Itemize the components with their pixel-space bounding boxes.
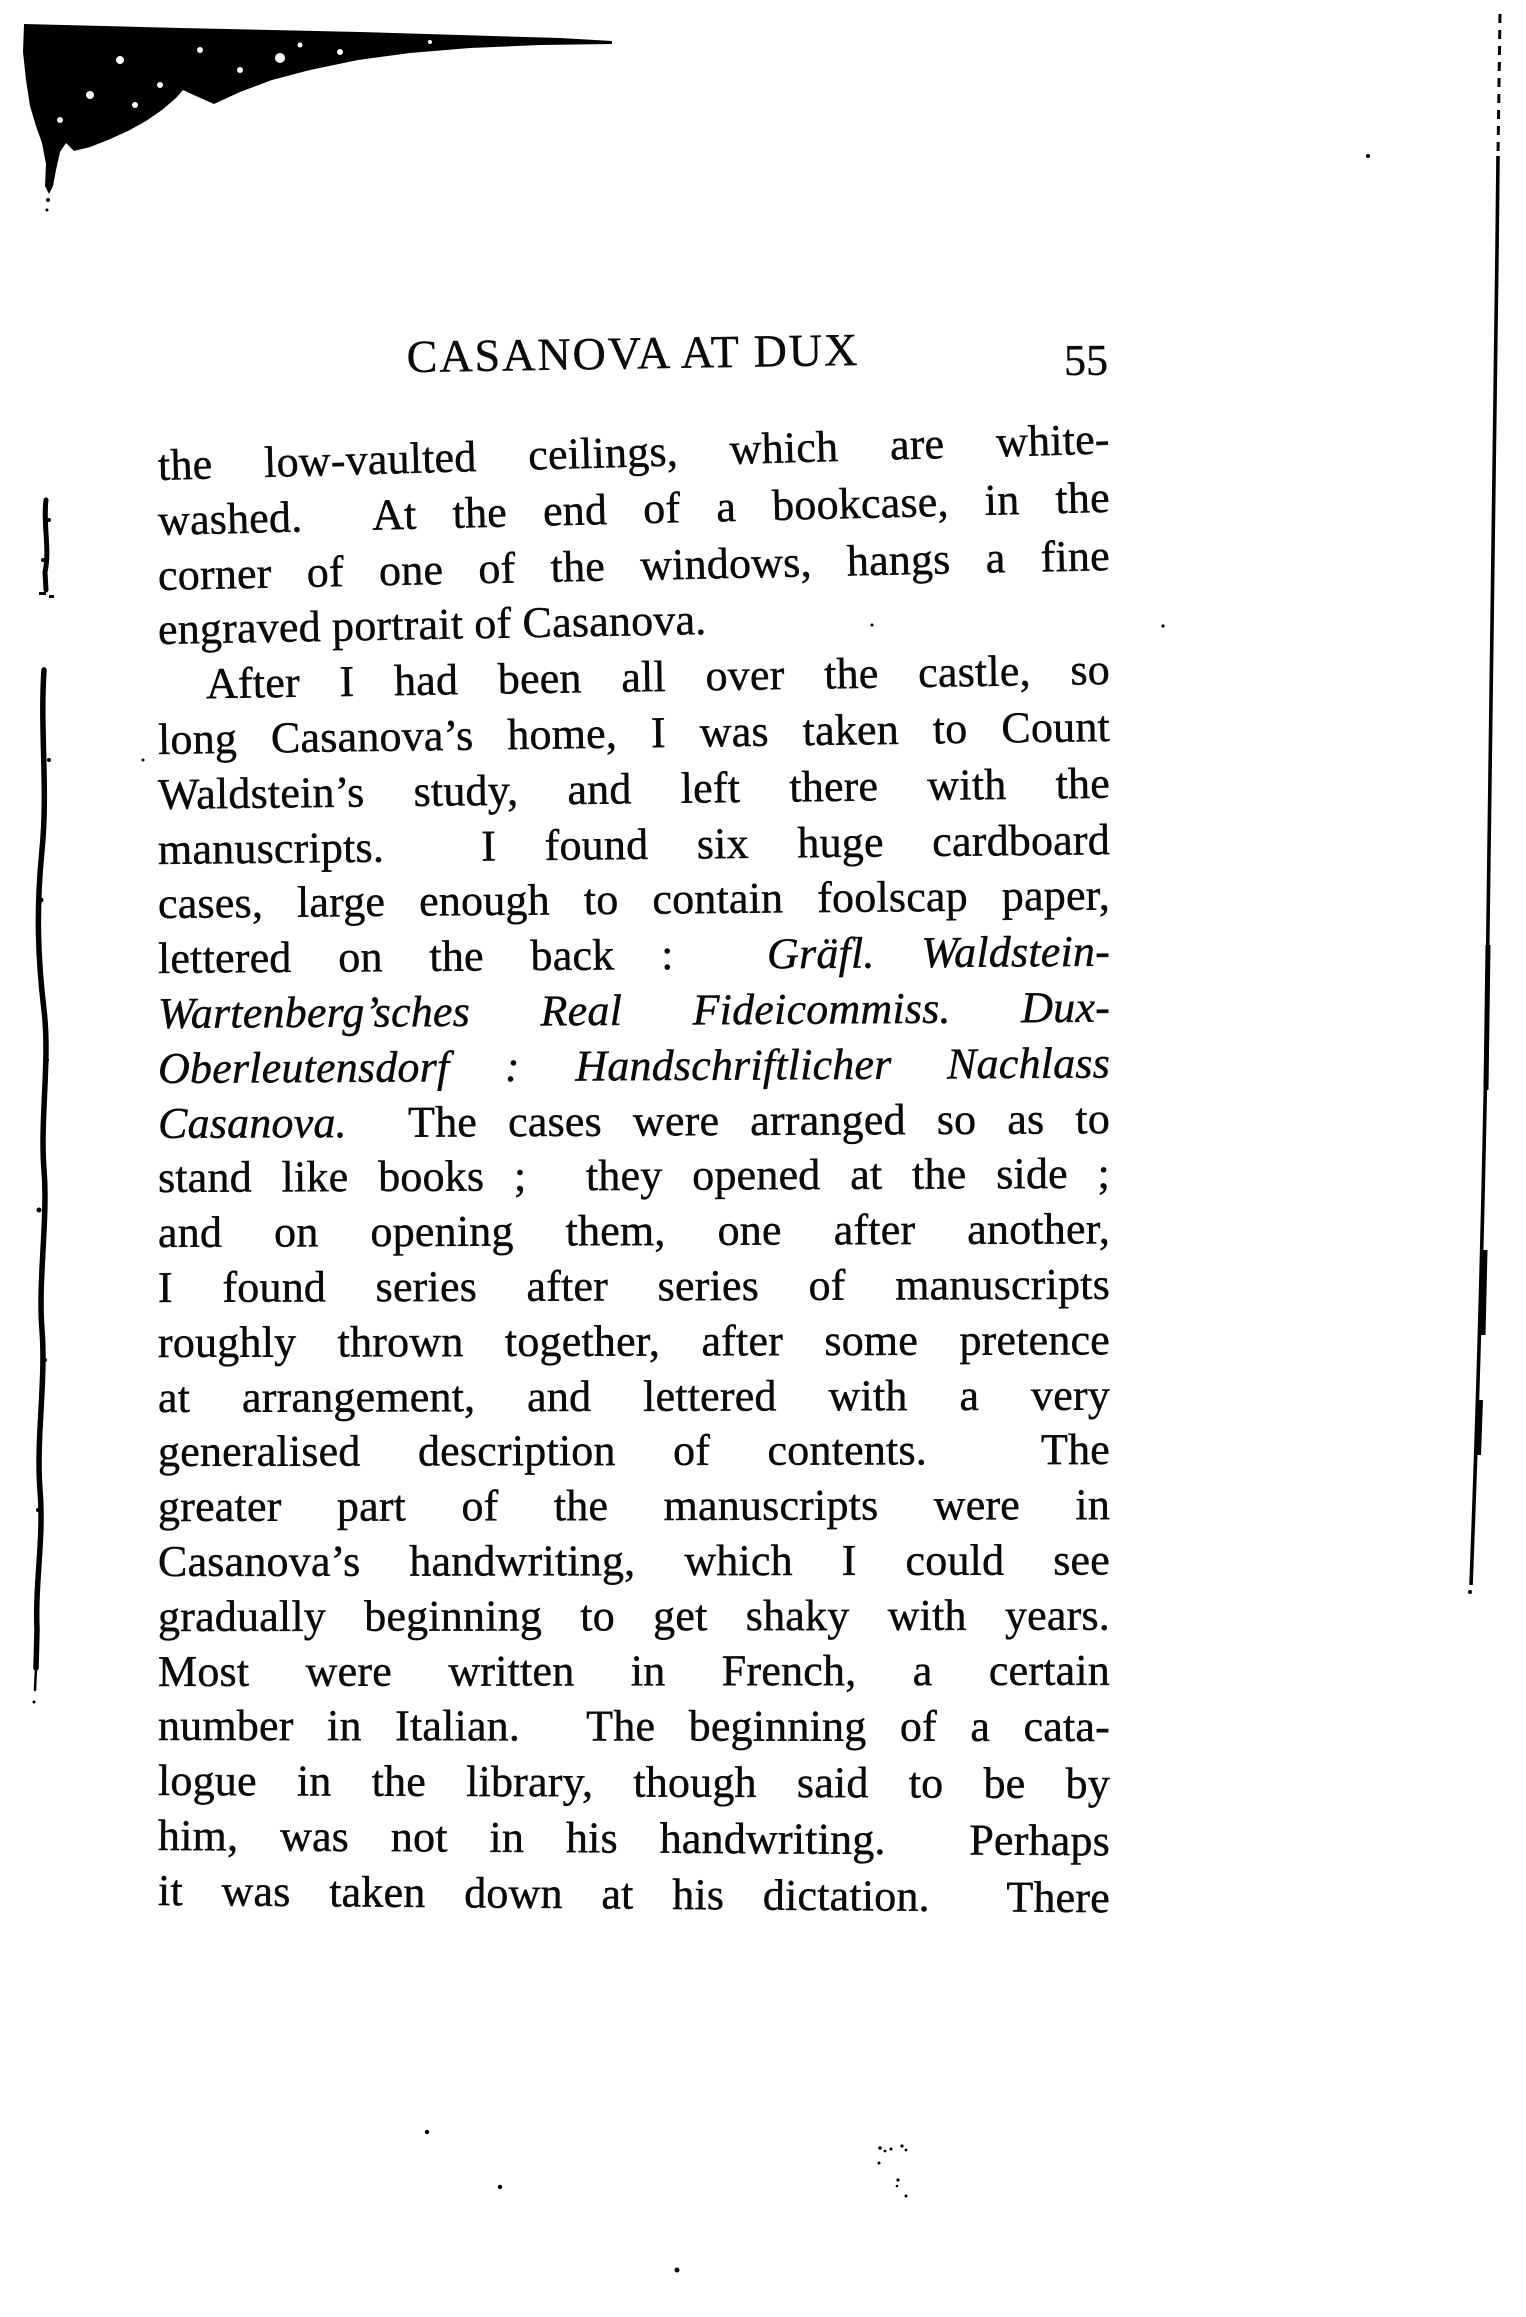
page-number: 55: [1063, 335, 1109, 385]
text-line-18: [158, 1367, 1110, 1424]
text-segment: long Casanova’s home, I was taken to Count: [157, 702, 1111, 764]
text-line-20: [158, 1477, 1110, 1534]
text-segment: cases, large enough to contain foolscap paper,: [157, 870, 1111, 929]
page-edge-line-right-tip: [1468, 1590, 1472, 1594]
text-segment: Waldstein’s study, and left there with the: [157, 758, 1111, 819]
text-line-26: [158, 1808, 1110, 1868]
text-line-25: [158, 1753, 1110, 1811]
italic-text-segment: Casanova.: [157, 1097, 347, 1148]
page-curl-line-left-upper-nubs: [39, 518, 54, 598]
text-line-9: [158, 868, 1110, 931]
text-line-22: [158, 1587, 1110, 1643]
text-segment: at arrangement, and lettered with a very: [157, 1370, 1111, 1422]
page-curl-line-left: [35, 670, 46, 1690]
text-segment: number in Italian. The beginning of a cata-: [157, 1701, 1111, 1752]
text-line-24: [158, 1698, 1110, 1754]
text-segment: lettered on the back :: [157, 929, 768, 984]
text-segment: gradually beginning to get shaky with years.: [157, 1590, 1111, 1641]
text-segment: it was taken down at his dictation. There: [157, 1865, 1111, 1923]
scan-smudge-droplets: [46, 198, 51, 212]
text-segment: the low-vaulted ceilings, which are white-: [157, 414, 1111, 490]
text-segment: greater part of the manuscripts were in: [157, 1480, 1111, 1532]
text-segment: and on opening them, one after another,: [157, 1204, 1111, 1258]
text-segment: engraved portrait of Casanova.: [157, 595, 707, 655]
text-line-27: [158, 1863, 1110, 1925]
italic-text-segment: Gräfl. Waldstein-: [766, 926, 1111, 979]
text-segment: After I had been all over the castle, so: [205, 645, 1111, 709]
text-line-21: [158, 1533, 1110, 1589]
text-segment: washed. At the end of a bookcase, in the: [157, 472, 1111, 545]
page-curl-line-left-upper: [45, 500, 47, 590]
text-line-12: [158, 1035, 1110, 1095]
text-line-23: [158, 1642, 1110, 1698]
text-line-14: [158, 1146, 1110, 1205]
text-segment: generalised description of contents. The: [157, 1425, 1111, 1477]
text-segment: The cases were arranged so as to: [346, 1093, 1111, 1147]
text-segment: him, was not in his handwriting. Perhaps: [157, 1811, 1111, 1866]
text-segment: stand like books ; they opened at the side ;: [157, 1149, 1111, 1203]
text-line-8: [158, 812, 1111, 877]
text-line-13: [158, 1091, 1110, 1151]
text-line-19: [158, 1422, 1110, 1479]
scan-smudge-top-left: [23, 24, 612, 194]
body-text-block: [157, 414, 1111, 1938]
text-segment: corner of one of the windows, hangs a fine: [157, 530, 1111, 600]
text-segment: roughly thrown together, after some pretence: [157, 1315, 1111, 1367]
running-header-title: CASANOVA AT DUX: [406, 323, 860, 383]
text-line-7: [158, 756, 1111, 822]
italic-text-segment: Oberleutensdorf : Handschriftlicher Nachlass: [157, 1038, 1111, 1093]
text-line-16: [158, 1257, 1110, 1315]
text-segment: I found series after series of manuscripts: [157, 1259, 1111, 1312]
text-line-15: [158, 1202, 1110, 1261]
text-segment: manuscripts. I found six huge cardboard: [157, 814, 1111, 874]
text-line-17: [158, 1312, 1110, 1370]
italic-text-segment: Wartenberg’sches Real Fideicommiss. Dux-: [157, 982, 1111, 1038]
page-edge-line-right: [1471, 14, 1500, 1585]
text-segment: Casanova’s handwriting, which I could see: [157, 1535, 1111, 1586]
text-line-11: [158, 980, 1110, 1041]
text-line-10: [158, 924, 1110, 986]
text-segment: logue in the library, though said to be by: [157, 1756, 1111, 1809]
text-segment: Most were written in French, a certain: [157, 1645, 1111, 1696]
scan-smudge-speckles: [57, 40, 432, 123]
page-curl-line-left-nubs: [33, 758, 52, 1704]
